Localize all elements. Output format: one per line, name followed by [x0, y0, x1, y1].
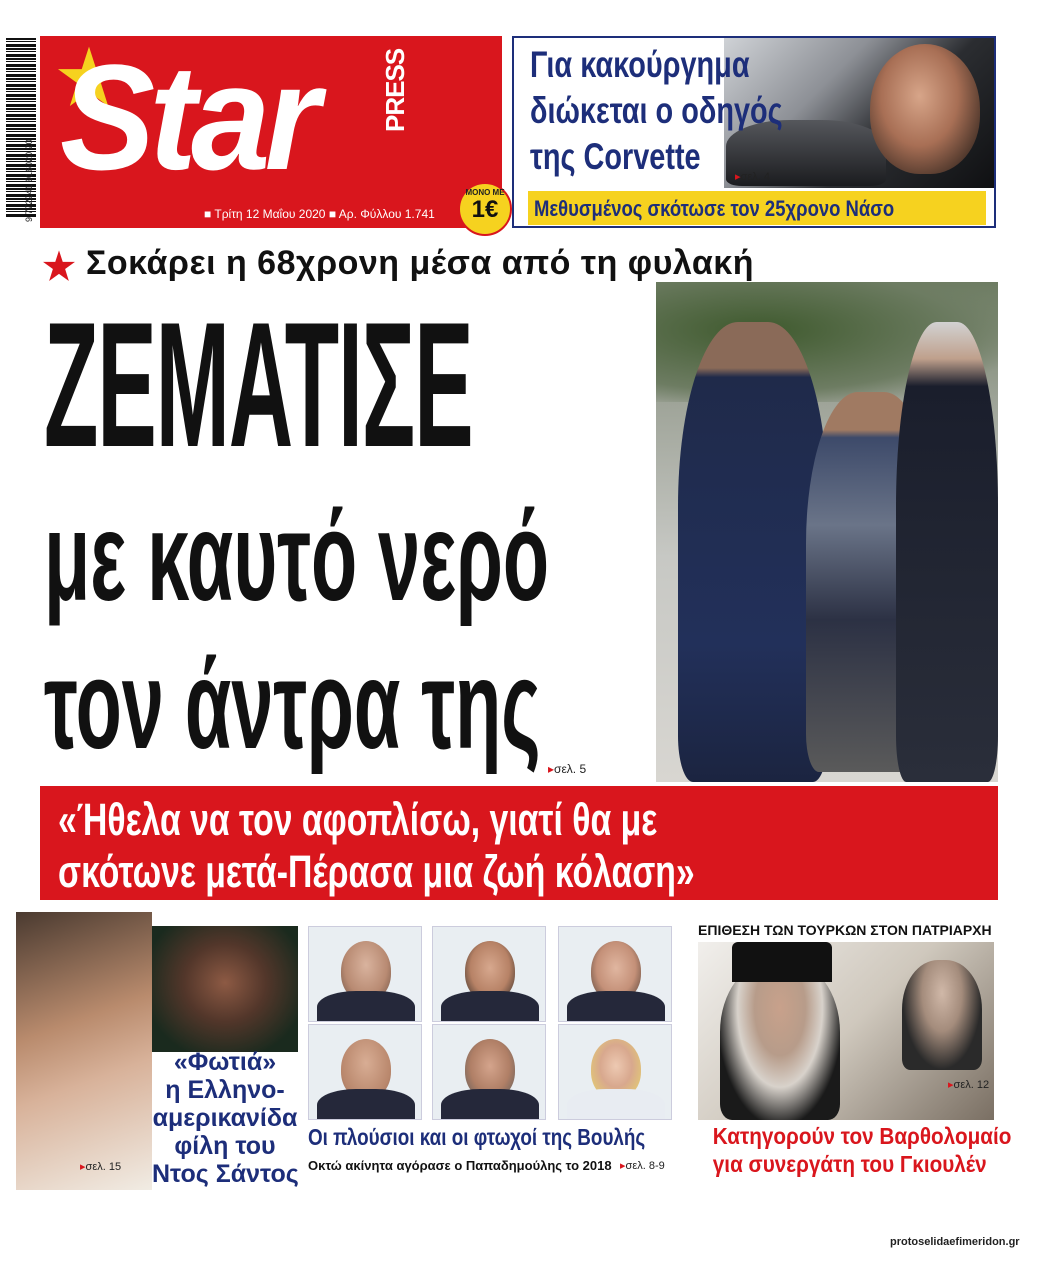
price-badge: [458, 182, 512, 236]
watermark: protoselidaefimeridon.gr: [890, 1236, 1020, 1248]
teaser-headline-line: Για κακούργημα: [530, 44, 750, 85]
right-story-page-ref: ▸σελ. 12: [948, 1079, 990, 1091]
quote-line-1: «Ήθελα να τον αφοπλίσω, γιατί θα με: [58, 794, 658, 845]
right-story-label: ΕΠΙΘΕΣΗ ΤΩΝ ΤΟΥΡΚΩΝ ΣΤΟΝ ΠΑΤΡΙΑΡΧΗ: [698, 922, 992, 938]
left-story-title: [152, 1048, 298, 1188]
gulen-figure: [902, 960, 982, 1070]
logo: Star: [60, 33, 315, 201]
portrait-gennimata: [558, 1024, 672, 1120]
middle-story-sub: Οκτώ ακίνητα αγόρασε ο Παπαδημούλης το 2018: [308, 1158, 612, 1173]
main-kicker: Σοκάρει η 68χρονη μέσα από τη φυλακή: [86, 244, 755, 282]
teaser-subheadline: Μεθυσμένος σκότωσε τον 25χρονο Νάσο: [534, 196, 895, 221]
quote-line-2: σκότωνε μετά-Πέρασα μια ζωή κόλαση»: [58, 846, 695, 897]
price-label: ΜΟΝΟ ΜΕ: [465, 188, 505, 197]
teaser-page-ref: ▸σελ. 4: [735, 171, 770, 183]
main-headline-line-1: ΖΕΜΑΤΙΣΕ: [44, 285, 473, 484]
main-page-ref: ▸σελ. 5: [548, 762, 587, 776]
portrait-tsipras: [432, 926, 546, 1022]
footballer-photo: [152, 926, 298, 1052]
teaser-headline-line: της Corvette: [530, 136, 701, 177]
right-story-title-line: Κατηγορούν τον Βαρθολομαίο: [712, 1123, 1012, 1149]
right-story-title-line: για συνεργάτη του Γκιουλέν: [712, 1151, 987, 1177]
left-story-page-ref: ▸σελ. 15: [80, 1161, 122, 1173]
left-story-title-line: «Φωτιά»: [173, 1048, 277, 1076]
teaser-headline: [530, 42, 783, 180]
main-photo: [656, 282, 998, 782]
portrait-varoufakis: [308, 1024, 422, 1120]
left-story-title-line: Ντος Σάντος: [152, 1160, 299, 1188]
left-story-title-line: η Ελληνο-: [165, 1076, 285, 1104]
main-headline-line-2: με καυτό νερό: [44, 486, 550, 627]
logo-press: PRESS: [380, 48, 410, 132]
driver-face-image: [870, 44, 980, 174]
middle-story-title: Οι πλούσιοι και οι φτωχοί της Βουλής: [308, 1124, 646, 1150]
main-headline-line-3: τον άντρα της: [44, 634, 541, 775]
date-line: ■ Τρίτη 12 Μαΐου 2020 ■ Αρ. Φύλλου 1.741: [204, 207, 435, 221]
model-photo: [16, 912, 152, 1190]
left-story-title-line: αμερικανίδα: [152, 1104, 298, 1132]
second-officer-figure: [896, 322, 998, 782]
patriarch-figure: [720, 960, 840, 1120]
portrait-papadimoulis: [308, 926, 422, 1022]
red-star-icon: [42, 249, 76, 283]
teaser-headline-line: διώκεται ο οδηγός: [530, 90, 783, 131]
barcode-number: 9 772241 916020 20: [24, 139, 34, 222]
price-value: 1€: [471, 196, 499, 223]
middle-story-page-ref: ▸σελ. 8-9: [620, 1160, 665, 1172]
portrait-koutsoumpas: [432, 1024, 546, 1120]
portrait-mitsotakis: [558, 926, 672, 1022]
left-story-title-line: φίλη του: [174, 1132, 276, 1160]
patriarch-hat: [732, 942, 832, 982]
